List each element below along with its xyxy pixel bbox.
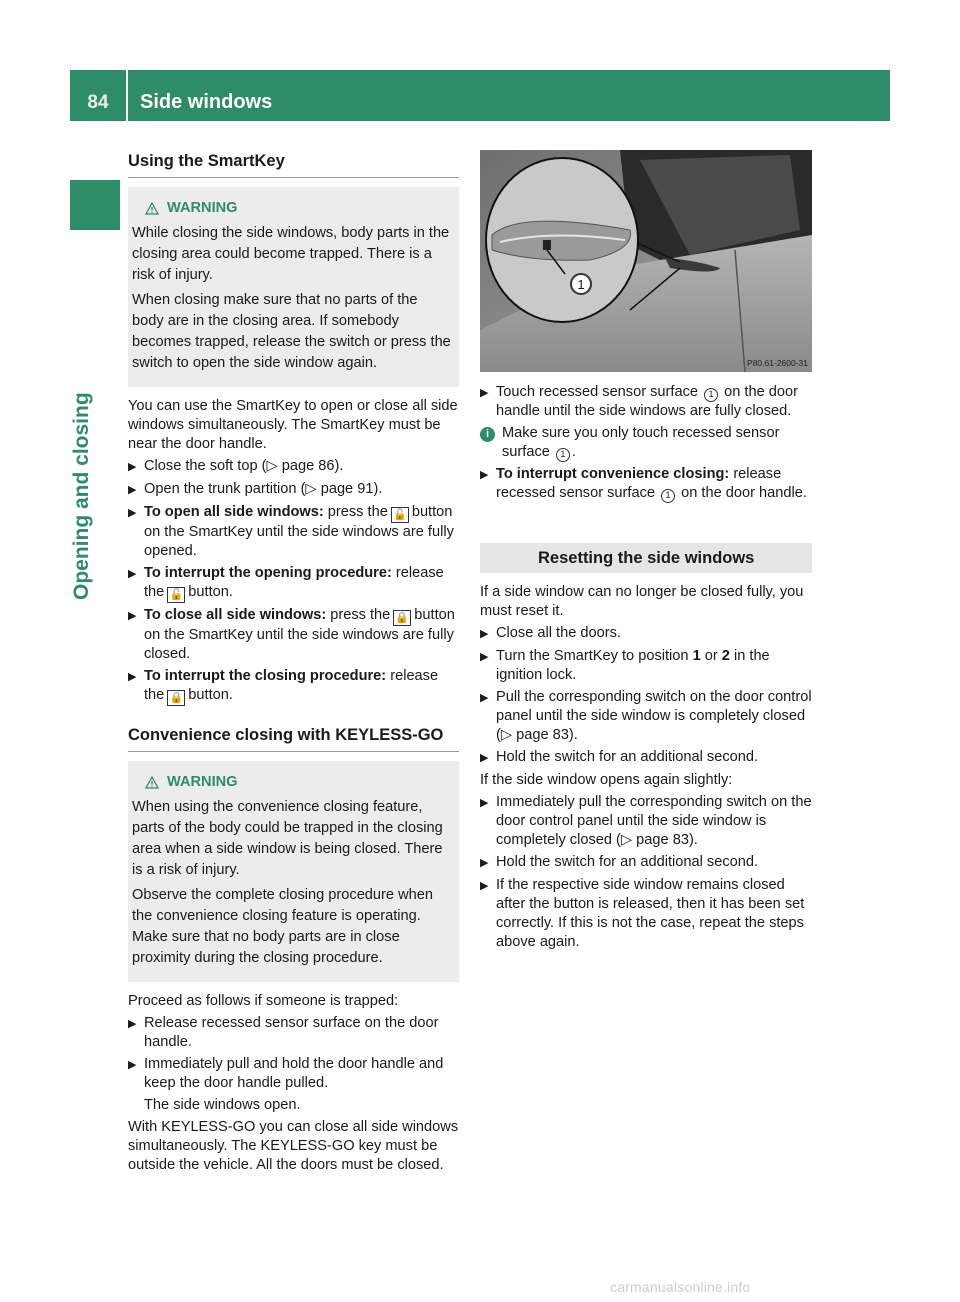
- watermark: carmanualsonline.info: [610, 1279, 751, 1295]
- list-item: ▶ To interrupt the opening procedure: release the 🔓 button.: [128, 565, 444, 601]
- warning-label: WARNING: [167, 774, 238, 790]
- warning-box: [128, 761, 459, 982]
- lock-icon: 🔒: [167, 690, 185, 706]
- header-divider: [126, 70, 128, 121]
- arrow-right-icon: ▶: [480, 651, 489, 663]
- arrow-right-icon: ▶: [128, 484, 137, 496]
- arrow-right-icon: ▶: [480, 880, 489, 892]
- lock-icon: 🔒: [393, 610, 411, 626]
- arrow-right-icon: ▶: [480, 797, 489, 809]
- warning-text: When closing make sure that no parts of the body are in the closing area. If somebody becomes trapped, release the switch or press the switch to open the side window again.: [132, 292, 451, 371]
- section-heading-resetting: Resetting the side windows: [480, 543, 812, 573]
- warning-text: When using the convenience closing feature, parts of the body could be trapped in the closing area when a side window is being closed. There is a risk of injury.: [132, 799, 443, 878]
- arrow-right-icon: ▶: [480, 469, 489, 481]
- door-handle-photo: [480, 150, 812, 372]
- paragraph: With KEYLESS-GO you can close all side windows simultaneously. The KEYLESS-GO key must be outside the vehicle. All the doors must be closed.: [128, 1119, 459, 1173]
- step-result: The side windows open.: [144, 1097, 301, 1113]
- list-item: ▶ Touch recessed sensor surface 1 on the door handle until the side windows are fully closed.: [480, 384, 798, 419]
- paragraph: Proceed as follows if someone is trapped:: [128, 993, 399, 1009]
- right-column: [480, 150, 812, 955]
- unlock-icon: 🔓: [167, 587, 185, 603]
- list-item: ▶ Release recessed sensor surface on the door handle.: [128, 1015, 439, 1050]
- unlock-icon: 🔓: [391, 507, 409, 523]
- warning-box: [128, 187, 459, 387]
- arrow-right-icon: ▶: [480, 692, 489, 704]
- callout-number: 1: [570, 273, 592, 295]
- list-item: ▶ Close all the doors.: [480, 624, 812, 644]
- warning-triangle-icon: [145, 202, 159, 215]
- warning-triangle-icon: [145, 776, 159, 789]
- paragraph: If a side window can no longer be closed fully, you must reset it.: [480, 584, 804, 619]
- arrow-right-icon: ▶: [128, 568, 137, 580]
- arrow-right-icon: ▶: [128, 1059, 137, 1071]
- arrow-right-icon: ▶: [480, 628, 489, 640]
- photo-code: P80.61-2600-31: [747, 358, 808, 368]
- arrow-right-icon: ▶: [480, 857, 489, 869]
- warning-text: Observe the complete closing procedure when the convenience closing feature is operating. Make sure that no body parts are in close proximity during the closing procedure.: [132, 887, 433, 966]
- page-title: Side windows: [140, 91, 273, 113]
- list-item: ▶ To interrupt the closing procedure: release the 🔒 button.: [128, 668, 439, 704]
- list-item: ▶ Hold the switch for an additional second.: [480, 748, 812, 768]
- list-item: ▶ To interrupt convenience closing: release recessed sensor surface 1 on the door handle.: [480, 466, 807, 501]
- list-item: ▶ If the respective side window remains closed after the button is released, then it has been set correctly. If this is not the case, repeat the steps above again.: [480, 877, 805, 950]
- arrow-right-icon: ▶: [128, 1018, 137, 1030]
- arrow-right-icon: ▶: [480, 387, 489, 399]
- chapter-label: Opening and closing: [70, 392, 93, 600]
- callout-ref: 1: [661, 489, 675, 503]
- section-heading-keyless-go: Convenience closing with KEYLESS-GO: [128, 724, 459, 752]
- callout-ref: 1: [556, 448, 570, 462]
- list-item: ▶ To close all side windows: press the 🔒 button on the SmartKey until the side windows are fully closed.: [128, 607, 455, 662]
- section-heading-smartkey: Using the SmartKey: [128, 150, 459, 178]
- arrow-right-icon: ▶: [128, 671, 137, 683]
- callout-ref: 1: [704, 388, 718, 402]
- paragraph: If the side window opens again slightly:: [480, 772, 733, 788]
- arrow-right-icon: ▶: [480, 752, 489, 764]
- list-item: ▶ Close the soft top (▷ page 86).: [128, 457, 459, 477]
- left-column: [128, 150, 459, 1178]
- chapter-marker: [70, 180, 120, 230]
- paragraph: You can use the SmartKey to open or close all side windows simultaneously. The SmartKey must be near the door handle.: [128, 398, 458, 452]
- warning-label: WARNING: [167, 200, 238, 216]
- list-item: ▶ To open all side windows: press the 🔓 button on the SmartKey until the side windows are fully opened.: [128, 504, 454, 559]
- arrow-right-icon: ▶: [128, 507, 137, 519]
- info-note: i Make sure you only touch recessed sensor surface 1 .: [480, 424, 812, 462]
- list-item: ▶ Immediately pull and hold the door handle and keep the door handle pulled.: [128, 1056, 444, 1091]
- info-icon: i: [480, 427, 495, 442]
- list-item: ▶ Immediately pull the corresponding switch on the door control panel until the side window is completely closed (▷ page 83).: [480, 794, 812, 848]
- arrow-right-icon: ▶: [128, 610, 137, 622]
- list-item: ▶ Hold the switch for an additional second.: [480, 853, 812, 873]
- list-item: ▶ Pull the corresponding switch on the door control panel until the side window is completely closed (▷ page 83).: [480, 689, 812, 743]
- list-item: ▶ Turn the SmartKey to position 1 or 2 in the ignition lock.: [480, 648, 770, 683]
- warning-text: While closing the side windows, body parts in the closing area could become trapped. There is a risk of injury.: [132, 225, 450, 283]
- list-item: ▶ Open the trunk partition (▷ page 91).: [128, 480, 459, 500]
- page-number: 84: [87, 92, 109, 113]
- door-handle-illustration: [480, 150, 812, 372]
- arrow-right-icon: ▶: [128, 461, 137, 473]
